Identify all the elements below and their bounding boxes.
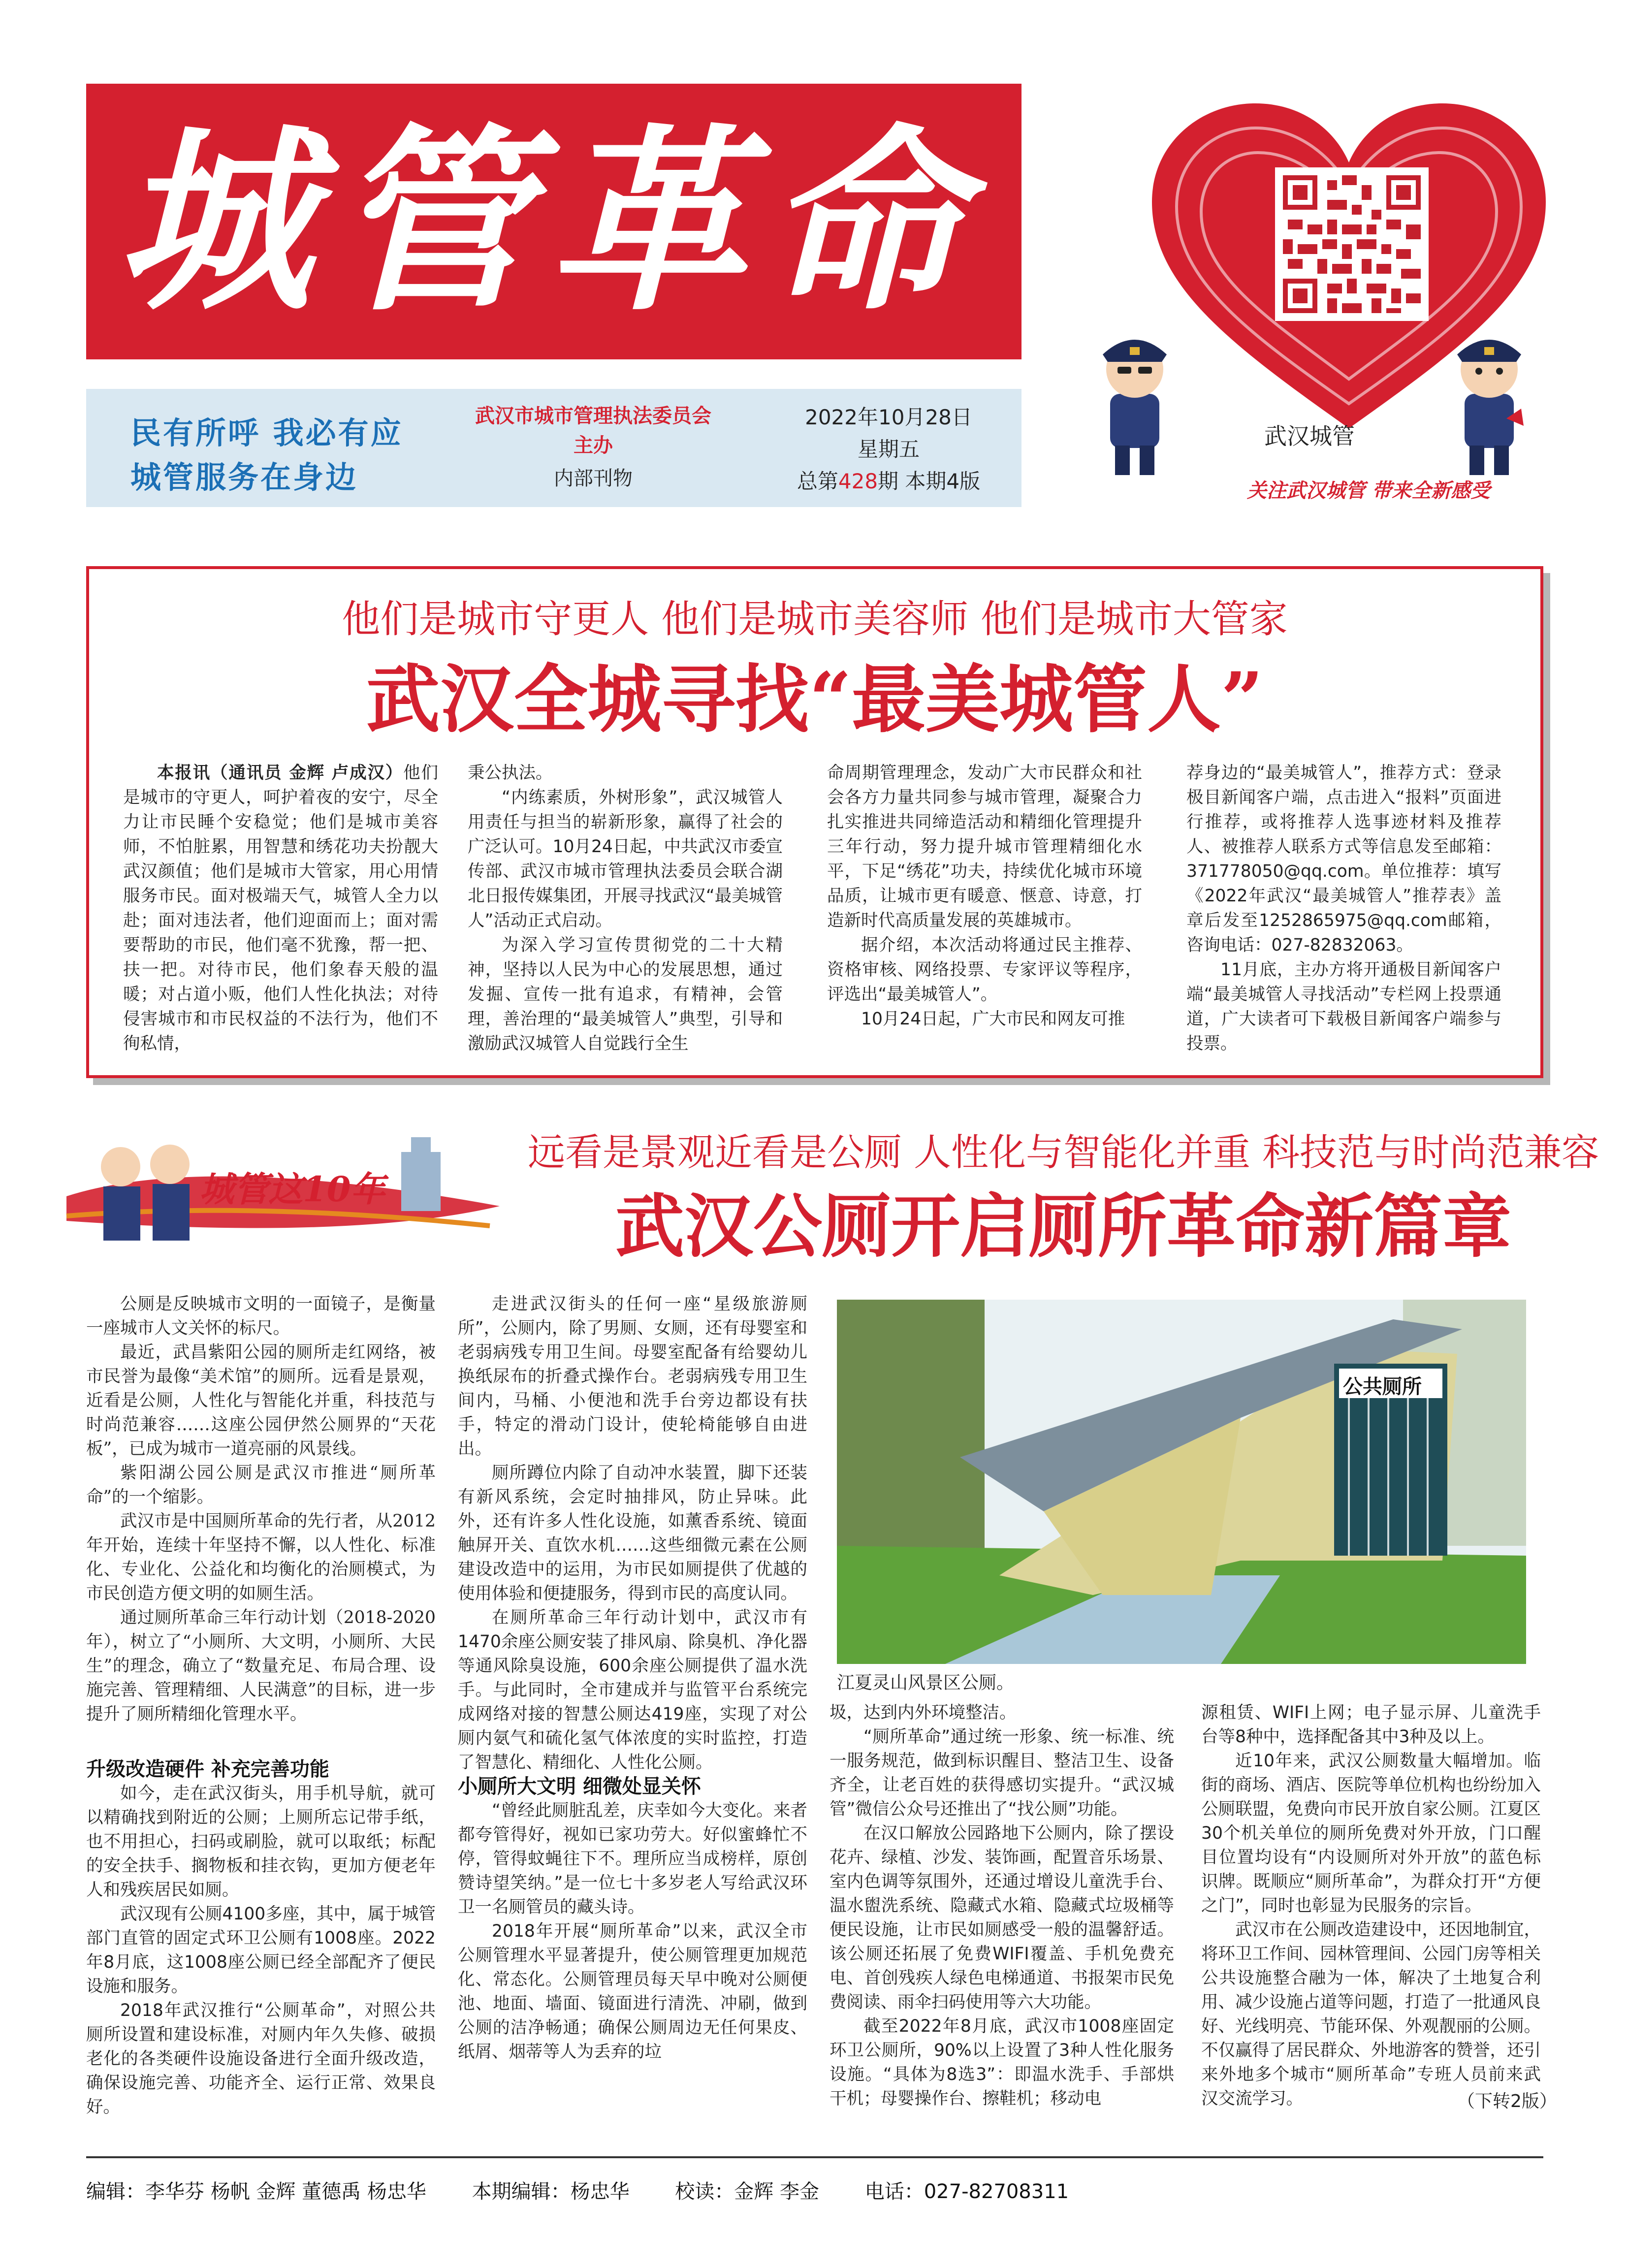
article2-subhead-2: 小厕所大文明 细微处显关怀	[458, 1775, 701, 1798]
ten-years-banner	[57, 1122, 510, 1250]
article2-column-3	[830, 1701, 1174, 2111]
organizer	[465, 401, 721, 460]
newspaper-title: 城管革命	[116, 106, 982, 337]
article2-c2-p5: 2018年开展“厕所革命”以来，武汉全市公厕管理水平显著提升，使公厕管理更加规范化、常态化。公厕管理员每天早中晚对公厕便池、地面、墙面、镜面进行清洗、冲刷，做到公厕的洁净畅通；确保公厕周边无任何果皮、纸屑、烟蒂等人为丢弃的垃	[458, 1921, 807, 2062]
wechat-account-label: 武汉城管	[1264, 423, 1355, 449]
issue-weekday: 星期五	[857, 437, 920, 461]
article1-col4-p1: 荐身边的“最美城管人”，推荐方式：登录极目新闻客户端，点击进入“报料”页面进行推荐，或将推荐人选事迹材料及推荐人、被推荐人联系方式等信息发至邮箱：371778050@qq.com。单位推荐：填写《2022年武汉“最美城管人”推荐表》盖章后发至1252865975@qq.com邮箱，咨询电话：027-82832063。	[1186, 763, 1501, 955]
article1-column-4	[1186, 761, 1501, 1056]
ten-years-banner-text: 城管这10年	[199, 1169, 385, 1210]
article2-c1-p2: 最近，武昌紫阳公园的厕所走红网络，被市民誉为最像“美术馆”的厕所。远看是景观，近看是公厕，人性化与智能化并重，科技范与时尚范兼容……这座公园伊然公厕界的“天花板”，已成为城市一道亮丽的风景线。	[86, 1342, 436, 1459]
issue-number: 428	[838, 469, 878, 493]
footer-rule	[86, 2156, 1543, 2158]
issue-suffix: 期 本期4版	[878, 469, 981, 493]
publication-type: 内部刊物	[554, 467, 633, 490]
article1-col2-p2: “内练素质，外树形象”，武汉城管人用责任与担当的崭新形象，赢得了社会的广泛认可。10月24日起，中共武汉市委宣传部、武汉市城市管理执法委员会联合湖北日报传媒集团，开展寻找武汉“最美城管人”活动正式启动。	[468, 788, 783, 930]
article2-c1-p6: 如今，走在武汉街头，用手机导航，就可以精确找到附近的公厕；上厕所忘记带手纸，也不用担心，扫码或刷脸，就可以取纸；标配的安全扶手、搁物板和挂衣钩，更加方便老年人和残疾居民如厕。	[86, 1784, 436, 1900]
article2-column-1b	[86, 1757, 436, 2119]
article1-col3-p2: 据介绍，本次活动将通过民主推荐、资格审核、网络投票、专家评议等程序，评选出“最美城管人”。	[827, 935, 1142, 1004]
article1-col2-p3: 为深入学习宣传贯彻党的二十大精神，坚持以人民为中心的发展思想，通过发掘、宣传一批有追求，有精神，会管理，善治理的“最美城管人”典型，引导和激励武汉城管人自觉践行全生	[468, 935, 783, 1054]
article2-c2-p1: 走进武汉街头的任何一座“星级旅游厕所”，公厕内，除了男厕、女厕，还有母婴室和老弱病残专用卫生间。母婴室配备有给婴幼儿换纸尿布的折叠式操作台。老弱病残专用卫生间内，马桶、小便池和洗手台旁边都设有扶手，特定的滑动门设计，使轮椅能够自由进出。	[458, 1294, 807, 1459]
article2-c4-p2: 近10年来，武汉公厕数量大幅增加。临街的商场、酒店、医院等单位机构也纷纷加入公厕联盟，免费向市民开放自家公厕。江夏区30个机关单位的厕所免费对外开放，门口醒目位置均设有“内设厕所对外开放”的蓝色标识牌。既顺应“厕所革命”，为群众打开“方便之门”，同时也彰显为民服务的宗旨。	[1201, 1751, 1541, 1916]
slogan-line-1: 民有所呼 我必有应	[130, 415, 403, 451]
article2-c1-p7: 武汉现有公厕4100多座，其中，属于城管部门直管的固定式环卫公厕有1008座。2022年8月底，这1008座公厕已经全部配齐了便民设施和服务。	[86, 1904, 436, 1996]
masthead-banner	[86, 84, 1021, 359]
article1-column-2	[468, 761, 783, 1056]
article2-column-4	[1201, 1701, 1541, 2111]
article2-c4-p3: 武汉市在公厕改造建设中，还因地制宜，将环卫工作间、园林管理间、公园门房等相关公共设施整合融为一体，解决了土地复合利用、减少设施占道等问题，打造了一批通风良好、光线明亮、节能环保、外观靓丽的公厕。不仅赢得了居民群众、外地游客的赞誉，还引来外地多个城市“厕所革命”专班人员前来武汉交流学习。	[1201, 1920, 1541, 2108]
article2-c3-p2: “厕所革命”通过统一形象、统一标准、统一服务规范，做到标识醒目、整洁卫生、设备齐全，让老百姓的获得感切实提升。“武汉城管”微信公众号还推出了“找公厕”功能。	[830, 1727, 1174, 1819]
article2-column-2	[458, 1292, 807, 2064]
article2-c2-p3: 在厕所革命三年行动计划中，武汉市有1470余座公厕安装了排风扇、除臭机、净化器等通风除臭设施，600余座公厕提供了温水洗手。与此同时，全市建成并与监管平台系统完成网络对接的智慧公厕达419座，实现了对公厕内氨气和硫化氢气体浓度的实时监控，打造了智慧化、精细化、人性化公厕。	[458, 1608, 807, 1772]
article1-col2-p1: 秉公执法。	[468, 763, 553, 783]
article2-c3-p1: 圾，达到内外环境整洁。	[830, 1703, 1017, 1723]
photo-caption: 江夏灵山风景区公厕。	[837, 1673, 1015, 1693]
slogan-line-2: 城管服务在身边	[130, 459, 358, 495]
article2-column-1	[86, 1292, 436, 1726]
issue-date: 2022年10月28日	[805, 405, 972, 429]
article2-c1-p5: 通过厕所革命三年行动计划（2018-2020年），树立了“小厕所、大文明，小厕所、大民生”的理念，确立了“数量充足、布局合理、设施完善、管理精细、人民满意”的目标，进一步提升了厕所精细化管理水平。	[86, 1608, 436, 1724]
qr-code-icon[interactable]	[1275, 167, 1429, 321]
masthead-info-bar	[86, 389, 1021, 507]
article2-subhead-1: 升级改造硬件 补充完善功能	[86, 1758, 329, 1781]
article2-headline: 武汉公厕开启厕所革命新篇章	[615, 1186, 1511, 1267]
article1-kicker: 他们是城市守更人 他们是城市美容师 他们是城市大管家	[342, 597, 1288, 641]
toilet-sign: 公共厕所	[1343, 1375, 1422, 1398]
footer-phone: 电话：027-82708311	[864, 2180, 1069, 2203]
article1-col1-text: 他们是城市的守更人，呵护着夜的安宁，尽全力让市民睡个安稳觉；他们是城市美容师，不怕脏累，用智慧和绣花功夫扮靓大武汉颜值；他们是城市大管家，用心用情服务市民。面对极端天气，城管人全力以赴；面对违法者，他们迎面而上；面对需要帮助的市民，他们毫不犹豫，帮一把、扶一把。对待市民，他们象春天般的温暖；对占道小贩，他们人性化执法；对待侵害城市和市民权益的不法行为，他们不徇私情，	[123, 763, 438, 1054]
article2-c3-p3: 在汉口解放公园路地下公厕内，除了摆设花卉、绿植、沙发、装饰画，配置音乐场景、室内色调等氛围外，还通过增设儿童洗手台、温水盥洗系统、隐藏式水箱、隐藏式垃圾桶等便民设施，让市民如厕感受一般的温馨舒适。该公厕还拓展了免费WIFI覆盖、手机免费充电、首创残疾人绿色电梯通道、书报架市民免费阅读、雨伞扫码使用等六大功能。	[830, 1823, 1174, 2012]
footer-proofreaders: 校读：金辉 李金	[675, 2180, 820, 2203]
issue-prefix: 总第	[797, 469, 838, 493]
article2-c1-p3: 紫阳湖公园公厕是武汉市推进“厕所革命”的一个缩影。	[86, 1463, 436, 1507]
footer-credits	[86, 2176, 1069, 2204]
organizer-name: 武汉市城市管理执法委员会	[475, 405, 711, 427]
article2-c1-p1: 公厕是反映城市文明的一面镜子，是衡量一座城市人文关怀的标尺。	[86, 1294, 436, 1338]
officer-mascot-left-icon	[1083, 320, 1186, 482]
officer-mascot-right-icon	[1437, 320, 1541, 482]
article2-c3-p4: 截至2022年8月底，武汉市1008座固定环卫公厕所，90%以上设置了3种人性化服务设施。“具体为8选3”：即温水洗手、手部烘干机；母婴操作台、擦鞋机；移动电	[830, 2016, 1174, 2108]
continued-notice: （下转2版）	[1457, 2091, 1557, 2111]
organizer-suffix: 主办	[574, 434, 613, 457]
article1-byline: 本报讯（通讯员 金辉 卢成汉）	[157, 763, 404, 783]
footer-editors: 编辑：李华芬 杨帆 金辉 董德禹 杨忠华	[86, 2180, 426, 2203]
article1-column-1	[123, 761, 438, 1056]
issue-number-line	[770, 465, 1007, 495]
article1-col4-p2: 11月底，主办方将开通极目新闻客户端“最美城管人寻找活动”专栏网上投票通道，广大读者可下载极目新闻客户端参与投票。	[1186, 960, 1501, 1054]
article1-col3-p1: 命周期管理理念，发动广大市民群众和社会各方力量共同参与城市管理，凝聚合力扎实推进共同缔造活动和精细化管理提升三年行动，努力提升城市管理精细化水平，下足“绣花”功夫，持续优化城市环境品质，让城市更有暖意、惬意、诗意，打造新时代高质量发展的英雄城市。	[827, 763, 1142, 930]
article1-headline: 武汉全城寻找“最美城管人”	[366, 656, 1264, 743]
footer-issue-editor: 本期编辑：杨忠华	[472, 2180, 630, 2203]
article2-c1-p4: 武汉市是中国厕所革命的先行者，从2012年开始，连续十年坚持不懈，以人性化、标准化、专业化、公益化和均衡化的治厕模式，为市民创造方便文明的如厕生活。	[86, 1511, 436, 1603]
article2-c1-p8: 2018年武汉推行“公厕革命”，对照公共厕所设置和建设标准，对厕内年久失修、破损老化的各类硬件设施设备进行全面升级改造，确保设施完善、功能齐全、运行正常、效果良好。	[86, 2001, 436, 2117]
article2-c2-p2: 厕所蹲位内除了自动冲水装置，脚下还装有新风系统，会定时抽排风，防止异味。此外，还有许多人性化设施，如薰香系统、镜面触屏开关、直饮水机……这些细微元素在公厕建设改造中的运用，为市民如厕提供了优越的使用体验和便捷服务，得到市民的高度认同。	[458, 1463, 807, 1603]
wechat-slogan: 关注武汉城管 带来全新感受	[1247, 479, 1490, 502]
article2-c4-p1: 源租赁、WIFI上网；电子显示屏、儿童洗手台等8种中，选择配备其中3种及以上。	[1201, 1703, 1541, 1747]
article1-column-3	[827, 761, 1142, 1031]
public-toilet-photo	[837, 1300, 1526, 1664]
article2-kicker: 远看是景观近看是公厕 人性化与智能化并重 科技范与时尚范兼容	[527, 1130, 1599, 1174]
article1-col3-p3: 10月24日起，广大市民和网友可推	[861, 1009, 1125, 1029]
article2-c2-p4: “曾经此厕脏乱差，庆幸如今大变化。来者都夸管得好，视如已家功劳大。好似蜜蜂忙不停，管得蚊蝇往下不。理所应当成榜样，原创赞诗望笑纳。”是一位七十多岁老人写给武汉环卫一名厕管员的藏头诗。	[458, 1801, 807, 1917]
